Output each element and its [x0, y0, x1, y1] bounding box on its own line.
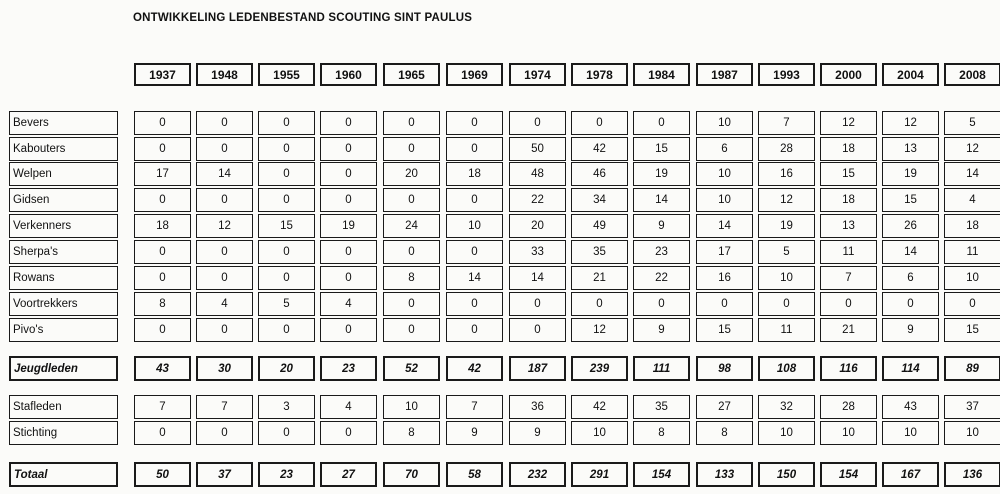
table-cell: 10: [446, 214, 503, 238]
table-cell: 0: [509, 318, 566, 342]
table-cell: 0: [383, 188, 440, 212]
table-cell: 6: [882, 266, 939, 290]
table-cell: 10: [944, 421, 1000, 445]
table-cell: 17: [696, 240, 753, 264]
table-cell: 16: [696, 266, 753, 290]
table-cell: 167: [882, 462, 939, 487]
row-label: Gidsen: [9, 188, 118, 212]
table-cell: 30: [196, 356, 253, 381]
table-cell: 10: [758, 266, 815, 290]
year-header: 1960: [320, 63, 377, 86]
table-cell: 35: [633, 395, 690, 419]
table-cell: 11: [944, 240, 1000, 264]
table-cell: 13: [820, 214, 877, 238]
table-cell: 111: [633, 356, 690, 381]
table-cell: 0: [258, 318, 315, 342]
table-cell: 0: [134, 111, 191, 135]
table-cell: 32: [758, 395, 815, 419]
table-cell: 8: [383, 266, 440, 290]
table-cell: 22: [509, 188, 566, 212]
table-cell: 0: [196, 266, 253, 290]
table-cell: 15: [633, 137, 690, 161]
year-header: 2000: [820, 63, 877, 86]
year-header: 1948: [196, 63, 253, 86]
table-cell: 19: [633, 162, 690, 186]
table-cell: 0: [258, 137, 315, 161]
table-cell: 0: [509, 292, 566, 316]
table-cell: 23: [320, 356, 377, 381]
year-header: 2004: [882, 63, 939, 86]
table-cell: 291: [571, 462, 628, 487]
table-cell: 0: [383, 137, 440, 161]
table-cell: 33: [509, 240, 566, 264]
table-cell: 187: [509, 356, 566, 381]
row-label: Stichting: [9, 421, 118, 445]
table-cell: 11: [820, 240, 877, 264]
table-cell: 0: [944, 292, 1000, 316]
table-cell: 0: [320, 111, 377, 135]
table-cell: 18: [446, 162, 503, 186]
table-cell: 0: [446, 240, 503, 264]
table-cell: 15: [696, 318, 753, 342]
table-cell: 19: [758, 214, 815, 238]
table-cell: 8: [134, 292, 191, 316]
table-cell: 28: [820, 395, 877, 419]
row-label: Sherpa's: [9, 240, 118, 264]
table-cell: 12: [758, 188, 815, 212]
table-cell: 15: [882, 188, 939, 212]
table-cell: 4: [196, 292, 253, 316]
table-cell: 0: [446, 137, 503, 161]
table-cell: 9: [509, 421, 566, 445]
table-cell: 15: [944, 318, 1000, 342]
table-cell: 42: [571, 137, 628, 161]
table-cell: 28: [758, 137, 815, 161]
year-header: 1955: [258, 63, 315, 86]
table-cell: 0: [320, 318, 377, 342]
table-cell: 5: [944, 111, 1000, 135]
table-cell: 0: [134, 188, 191, 212]
table-cell: 27: [696, 395, 753, 419]
year-header: 1974: [509, 63, 566, 86]
table-cell: 42: [446, 356, 503, 381]
table-cell: 232: [509, 462, 566, 487]
table-cell: 89: [944, 356, 1000, 381]
table-cell: 239: [571, 356, 628, 381]
table-cell: 0: [134, 240, 191, 264]
table-cell: 0: [258, 240, 315, 264]
table-cell: 10: [383, 395, 440, 419]
table-cell: 14: [944, 162, 1000, 186]
table-cell: 4: [320, 292, 377, 316]
table-cell: 23: [258, 462, 315, 487]
table-cell: 7: [820, 266, 877, 290]
year-header: 1978: [571, 63, 628, 86]
table-cell: 14: [633, 188, 690, 212]
table-cell: 14: [696, 214, 753, 238]
table-cell: 52: [383, 356, 440, 381]
year-header: 1984: [633, 63, 690, 86]
table-cell: 9: [633, 318, 690, 342]
row-label: Totaal: [9, 462, 118, 487]
table-cell: 0: [446, 111, 503, 135]
year-header: 1987: [696, 63, 753, 86]
table-cell: 15: [258, 214, 315, 238]
table-cell: 0: [820, 292, 877, 316]
row-label: Kabouters: [9, 137, 118, 161]
table-cell: 19: [882, 162, 939, 186]
table-cell: 0: [446, 188, 503, 212]
table-cell: 14: [446, 266, 503, 290]
table-cell: 8: [633, 421, 690, 445]
table-cell: 10: [758, 421, 815, 445]
table-cell: 0: [196, 111, 253, 135]
table-cell: 11: [758, 318, 815, 342]
table-cell: 0: [509, 111, 566, 135]
table-cell: 46: [571, 162, 628, 186]
table-cell: 3: [258, 395, 315, 419]
table-cell: 0: [571, 292, 628, 316]
table-cell: 20: [258, 356, 315, 381]
table-cell: 7: [196, 395, 253, 419]
table-cell: 18: [134, 214, 191, 238]
table-cell: 0: [134, 318, 191, 342]
table-cell: 154: [633, 462, 690, 487]
table-cell: 0: [258, 111, 315, 135]
table-cell: 21: [820, 318, 877, 342]
table-cell: 150: [758, 462, 815, 487]
table-cell: 35: [571, 240, 628, 264]
year-header: 2008: [944, 63, 1000, 86]
table-cell: 0: [196, 137, 253, 161]
table-cell: 18: [820, 188, 877, 212]
table-cell: 0: [134, 137, 191, 161]
table-cell: 9: [446, 421, 503, 445]
year-header: 1969: [446, 63, 503, 86]
table-cell: 36: [509, 395, 566, 419]
table-cell: 34: [571, 188, 628, 212]
table-cell: 0: [258, 421, 315, 445]
table-cell: 7: [134, 395, 191, 419]
table-cell: 58: [446, 462, 503, 487]
table-cell: 12: [882, 111, 939, 135]
table-cell: 10: [571, 421, 628, 445]
table-cell: 133: [696, 462, 753, 487]
year-header: 1993: [758, 63, 815, 86]
table-cell: 50: [134, 462, 191, 487]
table-cell: 12: [571, 318, 628, 342]
table-cell: 154: [820, 462, 877, 487]
table-cell: 0: [196, 240, 253, 264]
table-cell: 5: [758, 240, 815, 264]
table-cell: 0: [383, 292, 440, 316]
table-cell: 10: [696, 162, 753, 186]
table-cell: 0: [134, 266, 191, 290]
table-cell: 14: [882, 240, 939, 264]
table-cell: 10: [696, 111, 753, 135]
table-cell: 20: [383, 162, 440, 186]
table-cell: 0: [758, 292, 815, 316]
table-cell: 27: [320, 462, 377, 487]
table-cell: 50: [509, 137, 566, 161]
table-cell: 7: [446, 395, 503, 419]
table-cell: 14: [196, 162, 253, 186]
table-cell: 0: [320, 188, 377, 212]
table-cell: 0: [134, 421, 191, 445]
table-cell: 18: [820, 137, 877, 161]
table-cell: 7: [758, 111, 815, 135]
table-cell: 0: [571, 111, 628, 135]
table-cell: 48: [509, 162, 566, 186]
row-label: Rowans: [9, 266, 118, 290]
table-cell: 70: [383, 462, 440, 487]
table-cell: 0: [446, 292, 503, 316]
row-label: Welpen: [9, 162, 118, 186]
table-cell: 43: [882, 395, 939, 419]
table-cell: 12: [944, 137, 1000, 161]
table-cell: 9: [882, 318, 939, 342]
table-cell: 0: [633, 292, 690, 316]
row-label: Pivo's: [9, 318, 118, 342]
table-cell: 0: [882, 292, 939, 316]
table-cell: 12: [196, 214, 253, 238]
table-cell: 22: [633, 266, 690, 290]
table-cell: 136: [944, 462, 1000, 487]
table-cell: 16: [758, 162, 815, 186]
table-cell: 0: [383, 111, 440, 135]
table-cell: 116: [820, 356, 877, 381]
table-cell: 0: [320, 266, 377, 290]
table-cell: 20: [509, 214, 566, 238]
table-cell: 18: [944, 214, 1000, 238]
table-cell: 0: [320, 162, 377, 186]
table-cell: 6: [696, 137, 753, 161]
table-cell: 13: [882, 137, 939, 161]
table-cell: 0: [258, 188, 315, 212]
table-cell: 0: [320, 240, 377, 264]
table-cell: 26: [882, 214, 939, 238]
table-cell: 10: [944, 266, 1000, 290]
table-cell: 37: [196, 462, 253, 487]
table-cell: 0: [258, 266, 315, 290]
table-cell: 23: [633, 240, 690, 264]
table-cell: 0: [320, 137, 377, 161]
table-cell: 15: [820, 162, 877, 186]
table-cell: 0: [196, 318, 253, 342]
table-cell: 0: [383, 240, 440, 264]
table-cell: 10: [696, 188, 753, 212]
table-cell: 10: [882, 421, 939, 445]
row-label: Verkenners: [9, 214, 118, 238]
table-cell: 0: [696, 292, 753, 316]
row-label: Jeugdleden: [9, 356, 118, 381]
table-cell: 37: [944, 395, 1000, 419]
table-cell: 0: [633, 111, 690, 135]
table-cell: 8: [383, 421, 440, 445]
table-cell: 10: [820, 421, 877, 445]
table-cell: 0: [446, 318, 503, 342]
table-cell: 21: [571, 266, 628, 290]
table-cell: 43: [134, 356, 191, 381]
row-label: Voortrekkers: [9, 292, 118, 316]
table-cell: 0: [196, 188, 253, 212]
table-cell: 17: [134, 162, 191, 186]
table-cell: 4: [944, 188, 1000, 212]
table-cell: 14: [509, 266, 566, 290]
table-cell: 0: [383, 318, 440, 342]
table-cell: 98: [696, 356, 753, 381]
table-cell: 42: [571, 395, 628, 419]
table-cell: 9: [633, 214, 690, 238]
row-label: Stafleden: [9, 395, 118, 419]
table-cell: 49: [571, 214, 628, 238]
table-cell: 0: [258, 162, 315, 186]
table-cell: 108: [758, 356, 815, 381]
table-cell: 12: [820, 111, 877, 135]
table-cell: 114: [882, 356, 939, 381]
table-cell: 0: [320, 421, 377, 445]
year-header: 1937: [134, 63, 191, 86]
table-cell: 0: [196, 421, 253, 445]
table-cell: 4: [320, 395, 377, 419]
row-label: Bevers: [9, 111, 118, 135]
table-cell: 8: [696, 421, 753, 445]
table-cell: 24: [383, 214, 440, 238]
table-cell: 19: [320, 214, 377, 238]
table-cell: 5: [258, 292, 315, 316]
year-header: 1965: [383, 63, 440, 86]
page-title: ONTWIKKELING LEDENBESTAND SCOUTING SINT PAULUS: [133, 12, 473, 24]
